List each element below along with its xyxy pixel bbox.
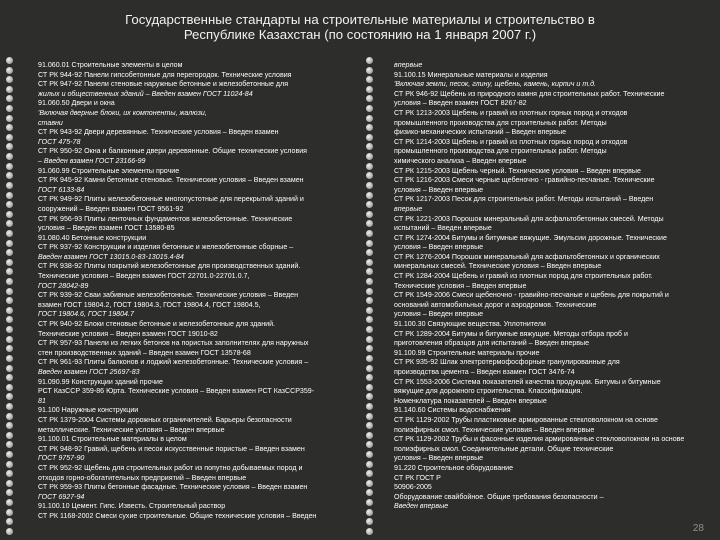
left-line: Введен взамен ГОСТ 13015.0-83-13015.4-84: [38, 252, 184, 261]
bullet-icon: [366, 57, 373, 64]
left-line: 91.100.01 Строительные материалы в целом: [38, 435, 187, 444]
bullet-icon: [6, 403, 13, 410]
bullet-icon: [6, 172, 13, 179]
bullet-icon: [366, 307, 373, 314]
left-line: СТ РК 956-93 Плиты ленточных фундаментов железобетонные. Технические: [38, 214, 293, 223]
bullet-icon: [366, 230, 373, 237]
right-line: 50906-2005: [394, 483, 432, 492]
right-line: химического анализа – Введен впервые: [394, 156, 527, 165]
bullet-icon: [366, 480, 373, 487]
bullet-icon: [366, 268, 373, 275]
bullet-icon: [366, 143, 373, 150]
right-line: СТ РК 946-92 Щебень из природного камня для строительных работ. Технические: [394, 89, 665, 98]
left-bullet-column: [6, 57, 18, 537]
left-line: ставни: [38, 118, 63, 127]
right-line: СТ РК 1284-2004 Щебень и гравий из плотных пород для строительных работ.: [394, 272, 653, 281]
left-line: СТ РК 940-92 Блоки стеновые бетонные и железобетонные для зданий.: [38, 320, 276, 329]
bullet-icon: [6, 336, 13, 343]
left-line: СТ РК 949-92 Плиты железобетонные многопустотные для перекрытий зданий и: [38, 195, 304, 204]
bullet-icon: [366, 220, 373, 227]
left-line: СТ РК 961-93 Плиты балконов и лоджий железобетонные. Технические условия –: [38, 358, 309, 367]
bullet-icon: [366, 403, 373, 410]
bullet-icon: [366, 451, 373, 458]
page-title: [60, 12, 660, 42]
bullet-icon: [366, 163, 373, 170]
right-line: полиэфирных смол. Соединительные детали. Общие технические: [394, 444, 614, 453]
right-line: СТ РК 1549-2006 Смеси щебеночно - гравийно-песчаные и щебень для покрытий и: [394, 291, 669, 300]
right-line: Технические условия – Введен впервые: [394, 281, 527, 290]
page-number: 28: [692, 523, 704, 534]
right-line: 91.140.60 Системы водоснабжения: [394, 406, 511, 415]
bullet-icon: [6, 143, 13, 150]
bullet-icon: [6, 192, 13, 199]
bullet-icon: [6, 201, 13, 208]
title-line-2: Республике Казахстан (по состоянию на 1 января 2007 г.): [183, 27, 537, 42]
left-line: СТ РК 947-92 Панели стеновые наружные бетонные и железобетонные для: [38, 80, 289, 89]
bullet-icon: [366, 355, 373, 362]
bullet-icon: [366, 124, 373, 131]
left-line: ГОСТ 6133-84: [38, 185, 85, 194]
bullet-icon: [6, 134, 13, 141]
bullet-icon: [366, 153, 373, 160]
left-line: ГОСТ 19804.6, ГОСТ 19804.7: [38, 310, 134, 319]
left-line: отходов горно-обогатительных предприятий – Введен впервые: [38, 473, 247, 482]
right-line: Оборудование свайбойное. Общие требования безопасности –: [394, 492, 604, 501]
bullet-icon: [366, 182, 373, 189]
left-line: – Введен взамен ГОСТ 23166-99: [38, 156, 146, 165]
bullet-icon: [366, 336, 373, 343]
bullet-icon: [366, 441, 373, 448]
left-line: 'Включая дверные блоки, их компоненты, жалюзи,: [38, 108, 207, 117]
left-line: 91.060.01 Строительные элементы в целом: [38, 61, 183, 69]
right-line: СТ РК 1216-2003 Смеси черные щебеночно - гравийно-песчаные. Технические: [394, 176, 655, 185]
left-line: 91.060.99 Строительные элементы прочие: [38, 166, 180, 175]
left-line: 91.100.10 Цемент. Гипс. Известь. Строительный раствор: [38, 502, 226, 511]
left-line: сооружений – Введен взамен ГОСТ 9561-92: [38, 204, 184, 213]
bullet-icon: [366, 316, 373, 323]
right-line: промышленного производства для строительных работ. Методы: [394, 147, 607, 156]
right-line: СТ РК 1221-2003 Порошок минеральный для асфальтобетонных смесей. Методы: [394, 214, 664, 223]
bullet-icon: [366, 528, 373, 535]
bullet-icon: [6, 480, 13, 487]
bullet-icon: [6, 230, 13, 237]
bullet-icon: [6, 220, 13, 227]
right-bullet-column: [366, 57, 378, 537]
left-line: ГОСТ 6927-94: [38, 492, 85, 501]
left-line: СТ РК 938-92 Плиты покрытий железобетонные для производственных зданий.: [38, 262, 301, 271]
left-line: СТ РК 939-92 Сваи забивные железобетонные. Технические условия – Введен: [38, 291, 298, 300]
left-line: 91.080.40 Бетонные конструкции: [38, 233, 147, 242]
bullet-icon: [366, 297, 373, 304]
right-line: СТ РК 1553-2006 Система показателей качества продукции. Битумы и битумные: [394, 377, 661, 386]
bullet-icon: [6, 422, 13, 429]
right-line: производства цемента – Введен взамен ГОСТ 3476-74: [394, 368, 575, 376]
left-line: СТ РК 950-92 Окна и балконные двери деревянные. Общие технические условия: [38, 147, 308, 156]
bullet-icon: [6, 86, 13, 93]
right-line: полиэфирных смол. Технические условия – Введен впервые: [394, 425, 595, 434]
right-line: СТ РК 1274-2004 Битумы и битумные вяжущие. Эмульсии дорожные. Технические: [394, 233, 667, 242]
right-line: СТ РК 1129-2002 Трубы и фасонные изделия армированные стекловолокном на основе: [394, 435, 685, 444]
left-line: условия – Введен взамен ГОСТ 13580-85: [38, 224, 175, 233]
bullet-icon: [366, 518, 373, 525]
bullet-icon: [6, 413, 13, 420]
bullet-icon: [6, 95, 13, 102]
bullet-icon: [6, 441, 13, 448]
right-line: СТ РК 1289-2004 Битумы и битумные вяжущие. Методы отбора проб и: [394, 329, 628, 338]
left-line: 91.090.99 Конструкции зданий прочие: [38, 377, 163, 386]
bullet-icon: [366, 86, 373, 93]
right-line: СТ РК 935-92 Шлак электротермофосфорные гранулированные для: [394, 358, 620, 367]
left-line: 81: [38, 396, 46, 405]
bullet-icon: [6, 384, 13, 391]
left-line: ГОСТ 28042-89: [38, 281, 89, 290]
bullet-icon: [366, 201, 373, 208]
bullet-icon: [6, 67, 13, 74]
bullet-icon: [366, 384, 373, 391]
left-line: 91.060.50 Двери и окна: [38, 99, 115, 108]
left-line: Введен взамен ГОСТ 25697-83: [38, 368, 140, 376]
bullet-icon: [366, 413, 373, 420]
right-line: СТ РК 1215-2003 Щебень черный. Технические условия – Введен впервые: [394, 166, 641, 175]
left-line: ГОСТ 475-78: [38, 137, 81, 146]
bullet-icon: [6, 432, 13, 439]
bullet-icon: [6, 374, 13, 381]
bullet-icon: [6, 163, 13, 170]
bullet-icon: [6, 76, 13, 83]
bullet-icon: [6, 345, 13, 352]
right-line: вяжущие для дорожного строительства. Классификация.: [394, 387, 583, 396]
bullet-icon: [366, 76, 373, 83]
bullet-icon: [366, 461, 373, 468]
left-line: Технические условия – Введен взамен ГОСТ 22701.0-22701.0.7,: [38, 272, 250, 281]
left-line: СТ РК 1168-2002 Смеси сухие строительные. Общие технические условия – Введен: [38, 511, 317, 520]
left-line: СТ РК 1379-2004 Системы дорожных ограничителей. Барьеры безопасности: [38, 415, 292, 424]
bullet-icon: [366, 95, 373, 102]
left-line: ГОСТ 9757-90: [38, 454, 85, 463]
right-line: оснований автомобильных дорог и аэродромов. Технические: [394, 300, 597, 309]
bullet-icon: [6, 518, 13, 525]
left-line: Технические условия – Введен взамен ГОСТ 19010-82: [38, 329, 218, 338]
right-line: 91.100.99 Строительные материалы прочие: [394, 348, 540, 357]
bullet-icon: [366, 499, 373, 506]
right-line: условия – Введен впервые: [394, 185, 484, 194]
bullet-icon: [6, 355, 13, 362]
bullet-icon: [366, 393, 373, 400]
bullet-icon: [6, 211, 13, 218]
left-line: СТ РК 943-92 Двери деревянные. Технические условия – Введен взамен: [38, 128, 279, 137]
left-text-column: [38, 61, 356, 522]
bullet-icon: [6, 124, 13, 131]
bullet-icon: [6, 278, 13, 285]
right-line: впервые: [394, 204, 423, 213]
left-line: СТ РК 945-92 Камни бетонные стеновые. Технические условия – Введен взамен: [38, 176, 304, 185]
bullet-icon: [366, 432, 373, 439]
bullet-icon: [366, 211, 373, 218]
bullet-icon: [366, 288, 373, 295]
left-line: СТ РК 948-92 Гравий, щебень и песок искусственные пористые – Введен взамен: [38, 444, 305, 453]
bullet-icon: [366, 240, 373, 247]
right-line: СТ РК 1214-2003 Щебень и гравий из плотных горных пород и отходов: [394, 137, 628, 146]
bullet-icon: [6, 528, 13, 535]
bullet-icon: [366, 470, 373, 477]
bullet-icon: [6, 365, 13, 372]
bullet-icon: [366, 422, 373, 429]
left-line: РСТ КазССР 359-86 Юрта. Технические условия – Введен взамен РСТ КазССР359-: [38, 387, 315, 396]
bullet-icon: [366, 259, 373, 266]
bullet-icon: [366, 345, 373, 352]
bullet-icon: [366, 278, 373, 285]
bullet-icon: [366, 172, 373, 179]
right-line: испытаний – Введен впервые: [394, 224, 492, 233]
bullet-icon: [366, 105, 373, 112]
right-line: СТ РК ГОСТ Р: [394, 473, 441, 482]
bullet-icon: [366, 134, 373, 141]
bullet-icon: [6, 297, 13, 304]
bullet-icon: [366, 365, 373, 372]
bullet-icon: [6, 489, 13, 496]
bullet-icon: [6, 240, 13, 247]
bullet-icon: [366, 67, 373, 74]
left-line: металлические. Технические условия – Введен впервые: [38, 425, 225, 434]
bullet-icon: [366, 192, 373, 199]
right-line: 91.100.15 Минеральные материалы и изделия: [394, 70, 548, 79]
left-line: жилых и общественных зданий – Введен взамен ГОСТ 11024-84: [38, 89, 253, 98]
title-line-1: Государственные стандарты на строительные материалы и строительство в: [125, 12, 595, 27]
right-line: условия – Введен впервые: [394, 243, 484, 252]
bullet-icon: [6, 115, 13, 122]
left-line: СТ РК 959-93 Плиты бетонные фасадные. Технические условия – Введен взамен: [38, 483, 308, 492]
right-line: 91.220 Строительное оборудование: [394, 463, 514, 472]
bullet-icon: [6, 259, 13, 266]
bullet-icon: [366, 249, 373, 256]
bullet-icon: [366, 374, 373, 381]
bullet-icon: [6, 451, 13, 458]
right-line: условия – Введен впервые: [394, 310, 484, 319]
left-line: 91.100 Наружные конструкции: [38, 406, 139, 415]
right-line: 'Включая земли, песок, глину, щебень, камень, кирпич и т.д.: [394, 80, 597, 89]
right-line: Введен впервые: [394, 502, 449, 511]
right-line: промышленного производства для строительных работ. Методы: [394, 118, 607, 127]
bullet-icon: [6, 316, 13, 323]
bullet-icon: [6, 393, 13, 400]
bullet-icon: [6, 268, 13, 275]
right-line: СТ РК 1213-2003 Щебень и гравий из плотных горных пород и отходов: [394, 108, 628, 117]
bullet-icon: [6, 326, 13, 333]
bullet-icon: [6, 105, 13, 112]
bullet-icon: [366, 326, 373, 333]
bullet-icon: [6, 307, 13, 314]
right-line: физико-механических испытаний – Введен впервые: [394, 128, 567, 137]
left-line: СТ РК 957-93 Панели из легких бетонов на пористых заполнителях для наружных: [38, 339, 309, 348]
bullet-icon: [366, 509, 373, 516]
right-line: Номенклатура показателей – Введен впервые: [394, 396, 547, 405]
right-line: условия – Введен взамен ГОСТ 8267-82: [394, 99, 527, 108]
bullet-icon: [6, 153, 13, 160]
left-line: стен производственных зданий – Введен взамен ГОСТ 13578-68: [38, 348, 251, 357]
right-line: приготовления образцов для испытаний – Введен впервые: [394, 339, 590, 348]
bullet-icon: [6, 249, 13, 256]
bullet-icon: [6, 57, 13, 64]
right-text-column: [394, 61, 712, 512]
bullet-icon: [6, 288, 13, 295]
bullet-icon: [6, 509, 13, 516]
left-line: СТ РК 944-92 Панели гипсобетонные для перегородок. Технические условия: [38, 70, 292, 79]
right-line: 91.100.30 Связующие вещества. Уплотнители: [394, 320, 546, 329]
bullet-icon: [6, 461, 13, 468]
bullet-icon: [6, 499, 13, 506]
left-line: СТ РК 952-92 Щебень для строительных работ из попутно добываемых пород и: [38, 463, 303, 472]
left-line: СТ РК 937-92 Конструкции и изделия бетонные и железобетонные сборные –: [38, 243, 294, 252]
right-line: впервые: [394, 61, 423, 69]
bullet-icon: [366, 115, 373, 122]
bullet-icon: [6, 182, 13, 189]
right-line: СТ РК 1276-2004 Порошок минеральный для асфальтобетонных и органических: [394, 252, 660, 261]
bullet-icon: [366, 489, 373, 496]
right-line: минеральных смесей. Технические условия – Введен впервые: [394, 262, 602, 271]
right-line: условия – Введен впервые: [394, 454, 484, 463]
left-line: взамен ГОСТ 19804.2, ГОСТ 19804.3, ГОСТ 19804.4, ГОСТ 19804.5,: [38, 300, 261, 309]
right-line: СТ РК 1129-2002 Трубы пластиковые армированные стекловолокном на основе: [394, 415, 658, 424]
right-line: СТ РК 1217-2003 Песок для строительных работ. Методы испытаний – Введен: [394, 195, 654, 204]
bullet-icon: [6, 470, 13, 477]
